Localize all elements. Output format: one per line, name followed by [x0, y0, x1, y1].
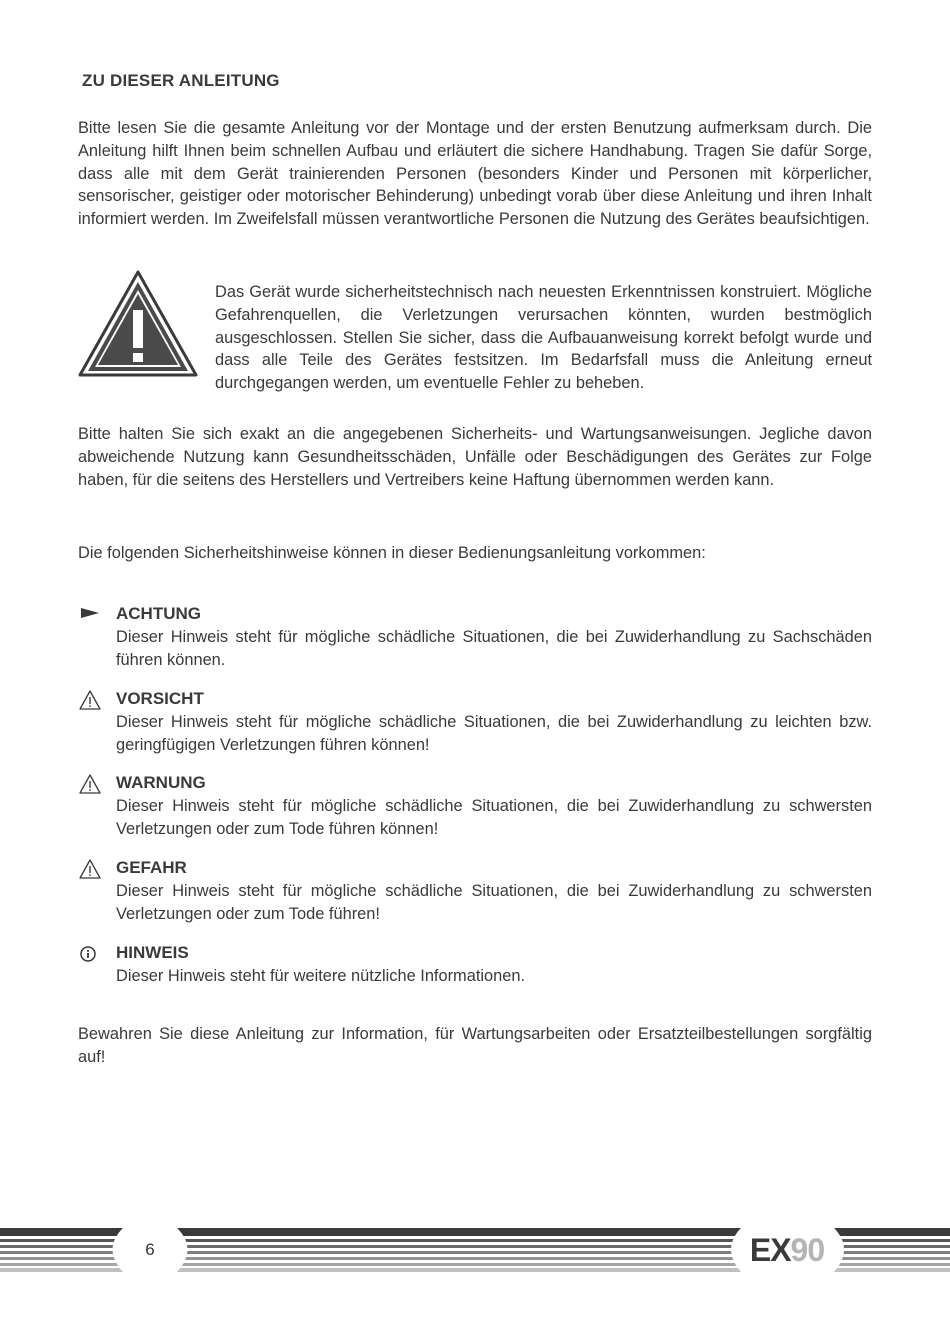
warning-triangle-icon: [78, 858, 102, 880]
notice-title: WARNUNG: [116, 773, 206, 792]
closing-paragraph: Bewahren Sie diese Anleitung zur Information, für Wartungsarbeiten oder Ersatzteilbestellungen sorgfältig auf!: [78, 1025, 872, 1066]
notice-vorsicht: [78, 688, 872, 758]
notice-hinweis: [78, 942, 872, 992]
notice-text: Dieser Hinweis steht für weitere nützliche Informationen.: [116, 967, 526, 985]
brand-part-ex: EX: [749, 1231, 791, 1268]
safety-paragraph: Bitte halten Sie sich exakt an die angegebenen Sicherheits- und Wartungsanweisungen. Jegliche davon abweichende Nutzung kann Gesundheitsschäden, Unfälle oder Beschädigungen des Gerätes zur Folge haben, für die seitens des Herstellers und Vertreibers keine Haftung übernommen werden kann.: [78, 425, 872, 489]
notice-title: GEFAHR: [116, 858, 187, 877]
warning-paragraph: Das Gerät wurde sicherheitstechnisch nach neuesten Erkenntnissen konstruiert. Mögliche Gefahrenquellen, die Verletzungen verursachen könnten, wurden bestmöglich ausgeschlossen. Stellen Sie sicher, dass die Aufbauanweisung korrekt befolgt wurde und dass alle Teile des Gerätes festsitzen. Im Bedarfsfall muss die Anleitung erneut durchgegangen werden, um eventuelle Fehler zu beheben.: [215, 283, 872, 393]
warning-triangle-icon: [78, 689, 102, 711]
arrow-icon: [78, 604, 102, 626]
notice-text: Dieser Hinweis steht für mögliche schädliche Situationen, die bei Zuwiderhandlung zu schwersten Verletzungen oder zum Tode führen!: [116, 882, 872, 923]
notice-text: Dieser Hinweis steht für mögliche schädliche Situationen, die bei Zuwiderhandlung zu schwersten Verletzungen oder zum Tode führen können!: [116, 797, 872, 838]
notice-title: HINWEIS: [116, 943, 189, 962]
warning-triangle-icon: [78, 270, 198, 378]
brand-logo: [722, 1228, 852, 1272]
notice-title: VORSICHT: [116, 689, 204, 708]
intro-paragraph: Bitte lesen Sie die gesamte Anleitung vor der Montage und der ersten Benutzung aufmerksam durch. Die Anleitung hilft Ihnen beim schnellen Aufbau und erläutert die sichere Handhabung. Tragen Sie dafür Sorge, dass alle mit dem Gerät trainierenden Personen (besonders Kinder und Personen mit körperlicher, sensorischer, geistiger oder motorischer Behinderung) unbedingt vorab über diese Anleitung und ihren Inhalt informiert werden. Im Zweifelsfall müssen verantwortliche Personen die Nutzung des Gerätes beaufsichtigen.: [78, 119, 872, 229]
notice-gefahr: [78, 857, 872, 927]
notice-text: Dieser Hinweis steht für mögliche schädliche Situationen, die bei Zuwiderhandlung zu leichten bzw. geringfügigen Verletzungen führen können!: [116, 713, 872, 754]
page-heading: ZU DIESER ANLEITUNG: [82, 71, 280, 90]
page-number: 6: [145, 1240, 155, 1259]
notices-intro: Die folgenden Sicherheitshinweise können in dieser Bedienungsanleitung vorkommen:: [78, 544, 706, 562]
info-icon: [78, 943, 102, 965]
notice-title: ACHTUNG: [116, 604, 201, 623]
notice-achtung: [78, 603, 872, 673]
notice-text: Dieser Hinweis steht für mögliche schädliche Situationen, die bei Zuwiderhandlung zu Sachschäden führen können.: [116, 628, 872, 669]
warning-triangle-icon: [78, 773, 102, 795]
brand-part-number: 90: [790, 1231, 825, 1268]
notice-warnung: [78, 772, 872, 842]
